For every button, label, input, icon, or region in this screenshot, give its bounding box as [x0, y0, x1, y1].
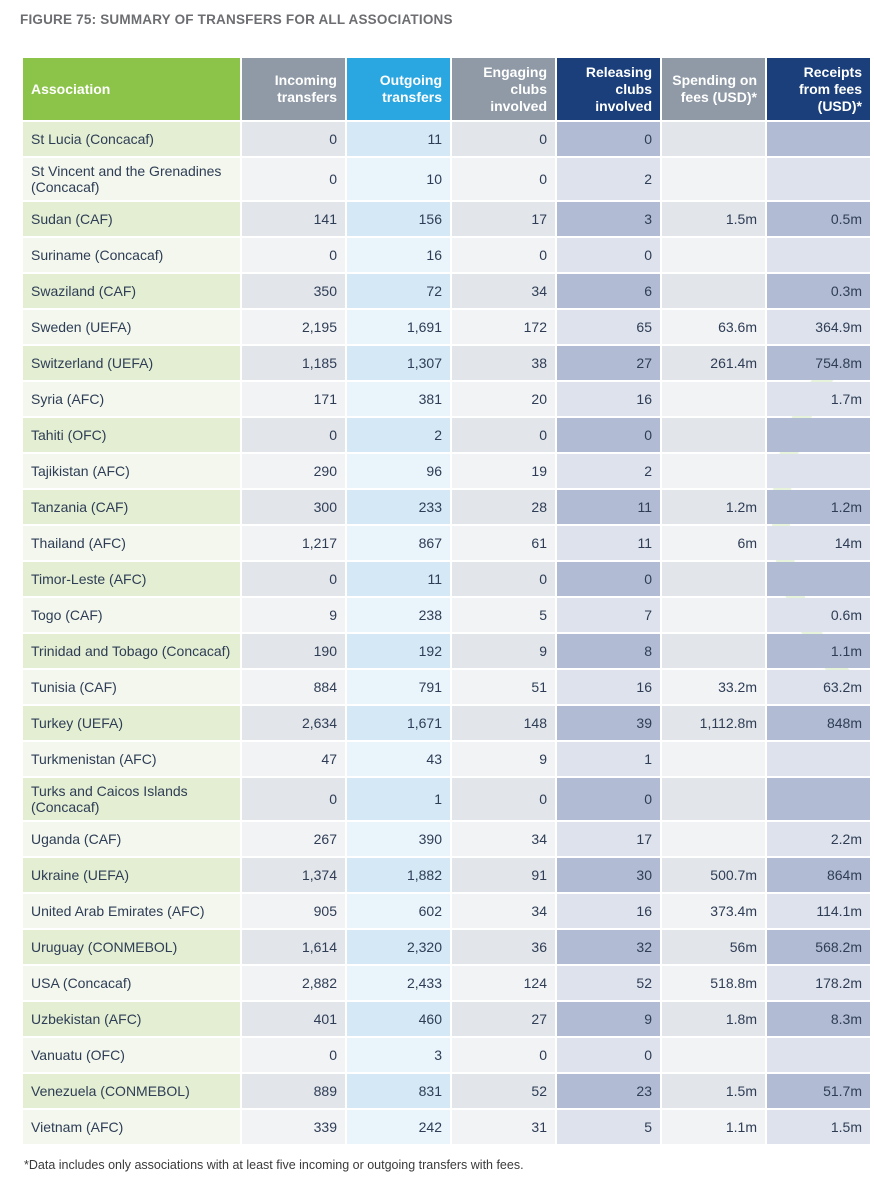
cell-releasing-clubs: 11 [557, 490, 660, 524]
cell-association: Sudan (CAF) [23, 202, 240, 236]
table-row [23, 1002, 870, 1036]
table-row [23, 418, 870, 452]
cell-receipts-from-fees [767, 778, 870, 820]
cell-incoming-transfers: 2,195 [242, 310, 345, 344]
cell-association: Uzbekistan (AFC) [23, 1002, 240, 1036]
cell-spending-on-fees [662, 382, 765, 416]
cell-outgoing-transfers: 72 [347, 274, 450, 308]
table-row [23, 526, 870, 560]
cell-engaging-clubs: 20 [452, 382, 555, 416]
cell-releasing-clubs: 9 [557, 1002, 660, 1036]
cell-spending-on-fees [662, 418, 765, 452]
cell-spending-on-fees [662, 122, 765, 156]
cell-engaging-clubs: 91 [452, 858, 555, 892]
cell-engaging-clubs: 34 [452, 274, 555, 308]
transfers-table [21, 56, 872, 1146]
cell-association: Turkey (UEFA) [23, 706, 240, 740]
cell-incoming-transfers: 300 [242, 490, 345, 524]
cell-association: Turks and Caicos Islands (Concacaf) [23, 778, 240, 820]
table-row [23, 490, 870, 524]
cell-engaging-clubs: 52 [452, 1074, 555, 1108]
cell-incoming-transfers: 0 [242, 418, 345, 452]
footnote: *Data includes only associations with at least five incoming or outgoing transfers with fees. [24, 1158, 524, 1172]
cell-engaging-clubs: 0 [452, 158, 555, 200]
cell-outgoing-transfers: 242 [347, 1110, 450, 1144]
cell-spending-on-fees [662, 238, 765, 272]
cell-spending-on-fees [662, 1038, 765, 1072]
cell-association: Tajikistan (AFC) [23, 454, 240, 488]
cell-releasing-clubs: 6 [557, 274, 660, 308]
cell-incoming-transfers: 884 [242, 670, 345, 704]
cell-outgoing-transfers: 460 [347, 1002, 450, 1036]
cell-outgoing-transfers: 11 [347, 122, 450, 156]
cell-releasing-clubs: 2 [557, 158, 660, 200]
cell-releasing-clubs: 0 [557, 562, 660, 596]
cell-spending-on-fees: 63.6m [662, 310, 765, 344]
cell-incoming-transfers: 190 [242, 634, 345, 668]
cell-association: Suriname (Concacaf) [23, 238, 240, 272]
cell-receipts-from-fees: 568.2m [767, 930, 870, 964]
cell-outgoing-transfers: 867 [347, 526, 450, 560]
cell-association: Uruguay (CONMEBOL) [23, 930, 240, 964]
cell-spending-on-fees: 261.4m [662, 346, 765, 380]
cell-association: Syria (AFC) [23, 382, 240, 416]
table-row [23, 966, 870, 1000]
header-row [23, 58, 870, 120]
cell-association: Tahiti (OFC) [23, 418, 240, 452]
table-row [23, 1074, 870, 1108]
cell-incoming-transfers: 290 [242, 454, 345, 488]
header-association: Association [23, 58, 240, 120]
cell-receipts-from-fees [767, 238, 870, 272]
cell-engaging-clubs: 124 [452, 966, 555, 1000]
cell-incoming-transfers: 2,634 [242, 706, 345, 740]
cell-association: Sweden (UEFA) [23, 310, 240, 344]
cell-outgoing-transfers: 791 [347, 670, 450, 704]
cell-spending-on-fees [662, 274, 765, 308]
cell-outgoing-transfers: 602 [347, 894, 450, 928]
cell-receipts-from-fees [767, 158, 870, 200]
cell-association: Uganda (CAF) [23, 822, 240, 856]
cell-releasing-clubs: 16 [557, 894, 660, 928]
header-spending-on-fees: Spending on fees (USD)* [662, 58, 765, 120]
cell-engaging-clubs: 5 [452, 598, 555, 632]
cell-engaging-clubs: 31 [452, 1110, 555, 1144]
cell-spending-on-fees [662, 598, 765, 632]
table-row [23, 454, 870, 488]
cell-spending-on-fees: 518.8m [662, 966, 765, 1000]
cell-engaging-clubs: 0 [452, 418, 555, 452]
cell-releasing-clubs: 52 [557, 966, 660, 1000]
cell-incoming-transfers: 171 [242, 382, 345, 416]
cell-spending-on-fees: 1.8m [662, 1002, 765, 1036]
cell-releasing-clubs: 1 [557, 742, 660, 776]
cell-engaging-clubs: 36 [452, 930, 555, 964]
cell-receipts-from-fees [767, 1038, 870, 1072]
header-releasing-clubs: Releasing clubs involved [557, 58, 660, 120]
cell-association: St Vincent and the Grenadines (Concacaf) [23, 158, 240, 200]
cell-spending-on-fees [662, 158, 765, 200]
cell-releasing-clubs: 3 [557, 202, 660, 236]
cell-outgoing-transfers: 1,671 [347, 706, 450, 740]
cell-receipts-from-fees: 1.7m [767, 382, 870, 416]
cell-receipts-from-fees: 0.5m [767, 202, 870, 236]
cell-receipts-from-fees: 364.9m [767, 310, 870, 344]
cell-incoming-transfers: 889 [242, 1074, 345, 1108]
cell-receipts-from-fees: 114.1m [767, 894, 870, 928]
cell-incoming-transfers: 141 [242, 202, 345, 236]
table-row [23, 238, 870, 272]
table-row [23, 346, 870, 380]
cell-spending-on-fees [662, 778, 765, 820]
cell-spending-on-fees [662, 742, 765, 776]
cell-outgoing-transfers: 233 [347, 490, 450, 524]
cell-incoming-transfers: 9 [242, 598, 345, 632]
cell-spending-on-fees: 1.1m [662, 1110, 765, 1144]
cell-receipts-from-fees: 63.2m [767, 670, 870, 704]
cell-receipts-from-fees: 1.1m [767, 634, 870, 668]
cell-releasing-clubs: 16 [557, 670, 660, 704]
table-row [23, 894, 870, 928]
cell-receipts-from-fees [767, 122, 870, 156]
cell-releasing-clubs: 16 [557, 382, 660, 416]
table-row [23, 382, 870, 416]
cell-engaging-clubs: 172 [452, 310, 555, 344]
cell-releasing-clubs: 32 [557, 930, 660, 964]
cell-releasing-clubs: 7 [557, 598, 660, 632]
cell-outgoing-transfers: 2,433 [347, 966, 450, 1000]
cell-engaging-clubs: 28 [452, 490, 555, 524]
cell-receipts-from-fees: 1.2m [767, 490, 870, 524]
cell-receipts-from-fees [767, 742, 870, 776]
cell-engaging-clubs: 51 [452, 670, 555, 704]
cell-outgoing-transfers: 192 [347, 634, 450, 668]
cell-receipts-from-fees: 2.2m [767, 822, 870, 856]
cell-receipts-from-fees: 1.5m [767, 1110, 870, 1144]
cell-incoming-transfers: 47 [242, 742, 345, 776]
cell-receipts-from-fees: 14m [767, 526, 870, 560]
table-row [23, 274, 870, 308]
cell-association: Tunisia (CAF) [23, 670, 240, 704]
cell-engaging-clubs: 0 [452, 562, 555, 596]
cell-outgoing-transfers: 390 [347, 822, 450, 856]
cell-spending-on-fees: 1.5m [662, 202, 765, 236]
table-row [23, 202, 870, 236]
cell-incoming-transfers: 0 [242, 238, 345, 272]
header-receipts-from-fees: Receipts from fees (USD)* [767, 58, 870, 120]
cell-incoming-transfers: 1,614 [242, 930, 345, 964]
cell-releasing-clubs: 0 [557, 1038, 660, 1072]
cell-outgoing-transfers: 10 [347, 158, 450, 200]
cell-engaging-clubs: 0 [452, 778, 555, 820]
cell-outgoing-transfers: 1,307 [347, 346, 450, 380]
table-row [23, 122, 870, 156]
cell-association: Vietnam (AFC) [23, 1110, 240, 1144]
cell-engaging-clubs: 34 [452, 894, 555, 928]
header-incoming-transfers: Incoming transfers [242, 58, 345, 120]
cell-engaging-clubs: 27 [452, 1002, 555, 1036]
cell-releasing-clubs: 17 [557, 822, 660, 856]
cell-spending-on-fees: 373.4m [662, 894, 765, 928]
cell-spending-on-fees: 1.2m [662, 490, 765, 524]
cell-releasing-clubs: 39 [557, 706, 660, 740]
table-row [23, 742, 870, 776]
cell-releasing-clubs: 11 [557, 526, 660, 560]
cell-engaging-clubs: 148 [452, 706, 555, 740]
cell-spending-on-fees: 6m [662, 526, 765, 560]
cell-engaging-clubs: 34 [452, 822, 555, 856]
cell-outgoing-transfers: 11 [347, 562, 450, 596]
cell-association: Ukraine (UEFA) [23, 858, 240, 892]
cell-outgoing-transfers: 96 [347, 454, 450, 488]
cell-outgoing-transfers: 1,882 [347, 858, 450, 892]
cell-receipts-from-fees [767, 418, 870, 452]
cell-incoming-transfers: 0 [242, 1038, 345, 1072]
cell-releasing-clubs: 5 [557, 1110, 660, 1144]
cell-incoming-transfers: 0 [242, 158, 345, 200]
cell-releasing-clubs: 0 [557, 418, 660, 452]
table-row [23, 778, 870, 820]
header-outgoing-transfers: Outgoing transfers [347, 58, 450, 120]
cell-outgoing-transfers: 831 [347, 1074, 450, 1108]
table-row [23, 310, 870, 344]
cell-association: Venezuela (CONMEBOL) [23, 1074, 240, 1108]
cell-receipts-from-fees [767, 454, 870, 488]
cell-releasing-clubs: 23 [557, 1074, 660, 1108]
cell-incoming-transfers: 1,374 [242, 858, 345, 892]
cell-releasing-clubs: 0 [557, 238, 660, 272]
cell-association: United Arab Emirates (AFC) [23, 894, 240, 928]
cell-outgoing-transfers: 1,691 [347, 310, 450, 344]
cell-association: Thailand (AFC) [23, 526, 240, 560]
cell-spending-on-fees: 500.7m [662, 858, 765, 892]
cell-spending-on-fees [662, 634, 765, 668]
cell-engaging-clubs: 0 [452, 238, 555, 272]
cell-receipts-from-fees: 864m [767, 858, 870, 892]
cell-spending-on-fees: 1.5m [662, 1074, 765, 1108]
cell-association: Trinidad and Tobago (Concacaf) [23, 634, 240, 668]
table-row [23, 1038, 870, 1072]
cell-engaging-clubs: 0 [452, 1038, 555, 1072]
cell-outgoing-transfers: 1 [347, 778, 450, 820]
cell-incoming-transfers: 1,185 [242, 346, 345, 380]
cell-releasing-clubs: 8 [557, 634, 660, 668]
table-row [23, 822, 870, 856]
table-row [23, 598, 870, 632]
cell-outgoing-transfers: 3 [347, 1038, 450, 1072]
cell-receipts-from-fees: 0.6m [767, 598, 870, 632]
cell-engaging-clubs: 9 [452, 742, 555, 776]
cell-association: USA (Concacaf) [23, 966, 240, 1000]
cell-receipts-from-fees: 51.7m [767, 1074, 870, 1108]
table-row [23, 634, 870, 668]
cell-outgoing-transfers: 238 [347, 598, 450, 632]
figure-title: FIGURE 75: SUMMARY OF TRANSFERS FOR ALL ASSOCIATIONS [20, 12, 453, 27]
cell-association: Switzerland (UEFA) [23, 346, 240, 380]
cell-incoming-transfers: 0 [242, 562, 345, 596]
cell-spending-on-fees [662, 454, 765, 488]
cell-engaging-clubs: 17 [452, 202, 555, 236]
cell-incoming-transfers: 905 [242, 894, 345, 928]
cell-engaging-clubs: 38 [452, 346, 555, 380]
cell-association: Turkmenistan (AFC) [23, 742, 240, 776]
cell-receipts-from-fees: 8.3m [767, 1002, 870, 1036]
cell-releasing-clubs: 65 [557, 310, 660, 344]
table-row [23, 670, 870, 704]
cell-receipts-from-fees: 754.8m [767, 346, 870, 380]
cell-releasing-clubs: 2 [557, 454, 660, 488]
cell-outgoing-transfers: 2,320 [347, 930, 450, 964]
table-row [23, 1110, 870, 1144]
cell-incoming-transfers: 0 [242, 122, 345, 156]
cell-releasing-clubs: 30 [557, 858, 660, 892]
table-row [23, 706, 870, 740]
cell-outgoing-transfers: 156 [347, 202, 450, 236]
cell-engaging-clubs: 19 [452, 454, 555, 488]
table-row [23, 930, 870, 964]
cell-spending-on-fees: 56m [662, 930, 765, 964]
cell-incoming-transfers: 339 [242, 1110, 345, 1144]
cell-association: Togo (CAF) [23, 598, 240, 632]
cell-spending-on-fees [662, 822, 765, 856]
cell-spending-on-fees: 33.2m [662, 670, 765, 704]
table-row [23, 858, 870, 892]
header-engaging-clubs: Engaging clubs involved [452, 58, 555, 120]
cell-outgoing-transfers: 16 [347, 238, 450, 272]
cell-association: Vanuatu (OFC) [23, 1038, 240, 1072]
cell-spending-on-fees: 1,112.8m [662, 706, 765, 740]
cell-outgoing-transfers: 43 [347, 742, 450, 776]
cell-association: Tanzania (CAF) [23, 490, 240, 524]
cell-engaging-clubs: 0 [452, 122, 555, 156]
cell-incoming-transfers: 0 [242, 778, 345, 820]
cell-association: Swaziland (CAF) [23, 274, 240, 308]
cell-association: St Lucia (Concacaf) [23, 122, 240, 156]
cell-incoming-transfers: 2,882 [242, 966, 345, 1000]
cell-spending-on-fees [662, 562, 765, 596]
cell-releasing-clubs: 0 [557, 122, 660, 156]
cell-receipts-from-fees: 178.2m [767, 966, 870, 1000]
cell-incoming-transfers: 267 [242, 822, 345, 856]
cell-incoming-transfers: 401 [242, 1002, 345, 1036]
cell-receipts-from-fees: 848m [767, 706, 870, 740]
cell-releasing-clubs: 0 [557, 778, 660, 820]
cell-outgoing-transfers: 2 [347, 418, 450, 452]
cell-incoming-transfers: 350 [242, 274, 345, 308]
cell-engaging-clubs: 61 [452, 526, 555, 560]
table-row [23, 158, 870, 200]
cell-receipts-from-fees [767, 562, 870, 596]
cell-engaging-clubs: 9 [452, 634, 555, 668]
table-row [23, 562, 870, 596]
cell-releasing-clubs: 27 [557, 346, 660, 380]
cell-incoming-transfers: 1,217 [242, 526, 345, 560]
cell-outgoing-transfers: 381 [347, 382, 450, 416]
cell-association: Timor-Leste (AFC) [23, 562, 240, 596]
cell-receipts-from-fees: 0.3m [767, 274, 870, 308]
